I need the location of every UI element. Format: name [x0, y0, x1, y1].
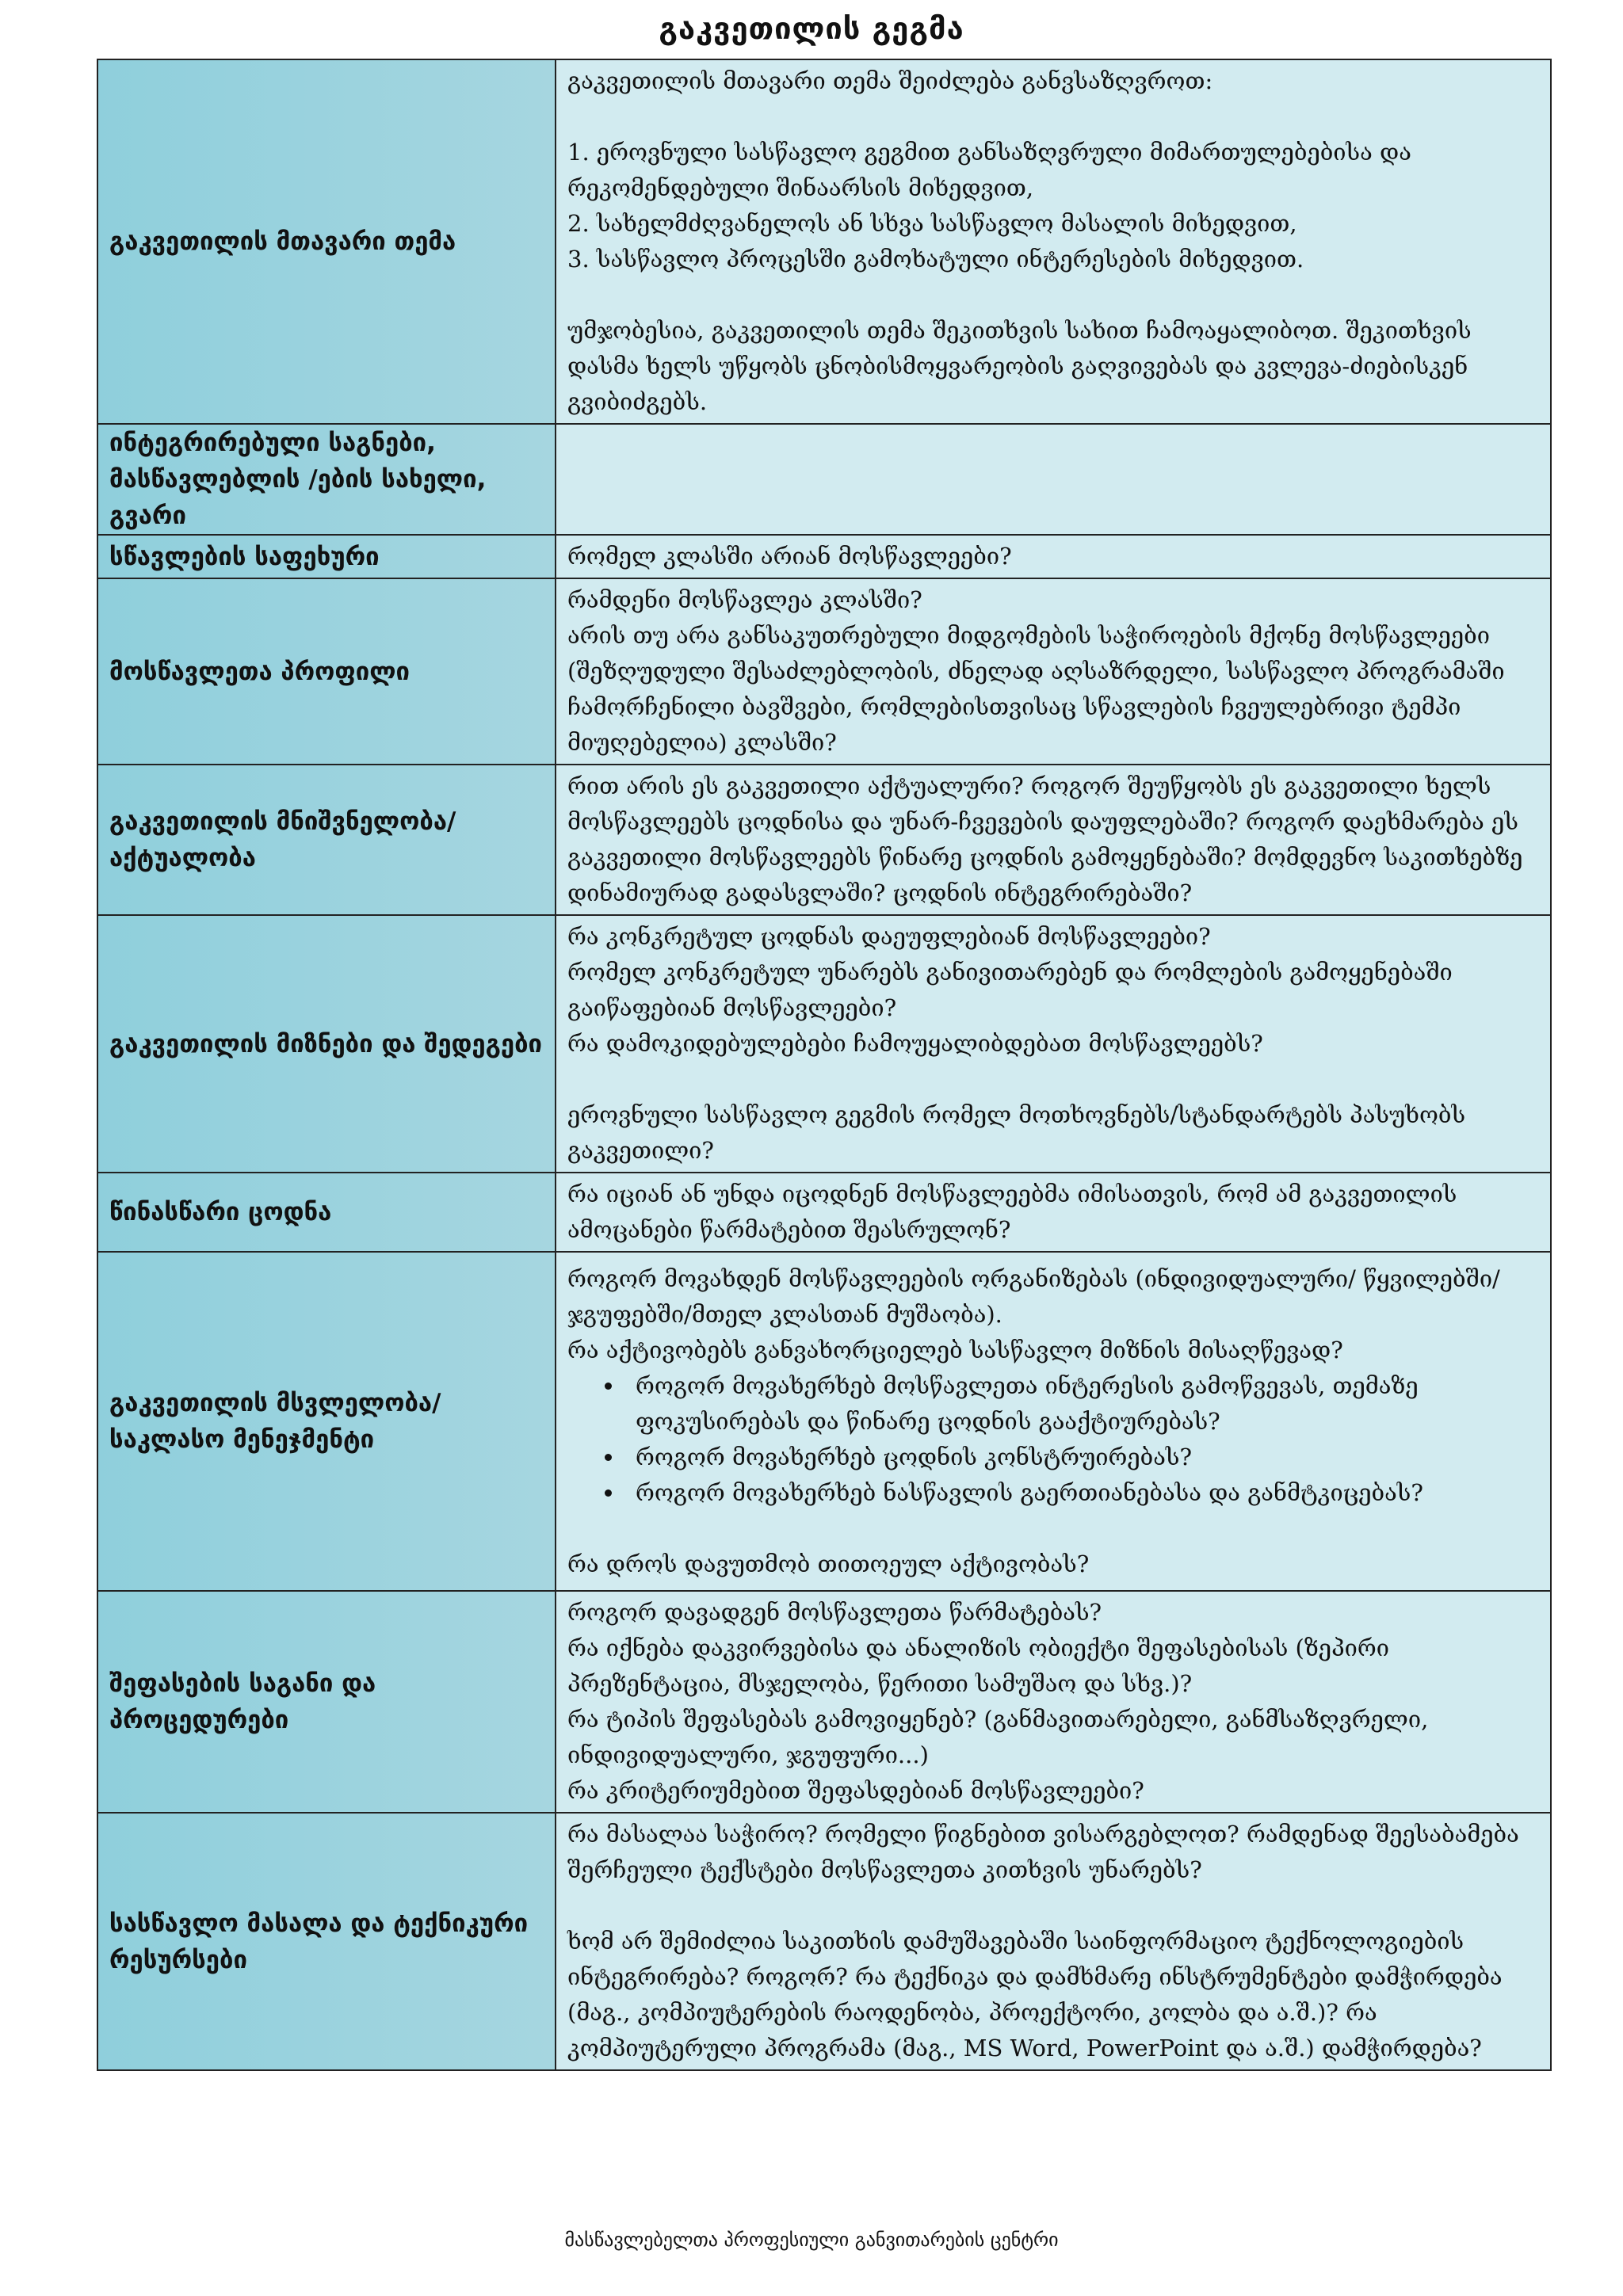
content-line: 1. ეროვნული სასწავლო გეგმით განსაზღვრული მიმართულებებისა და რეკომენდებული შინაარსის მიხედვით,: [567, 139, 1411, 201]
content-line: რამდენი მოსწავლეა კლასში?: [567, 586, 922, 613]
content-line: რა დამოკიდებულებები ჩამოუყალიბდებათ მოსწავლეებს?: [567, 1030, 1263, 1057]
plan-row: [97, 1591, 1551, 1813]
content-line: უმჯობესია, გაკვეთილის თემა შეკითხვის სახით ჩამოაყალიბოთ. შეკითხვის დასმა ხელს უწყობს ცნობისმოყვარეობის გაღვივებას და კვლევა-ძიებისკენ გვიბიძგებს.: [567, 317, 1472, 415]
plan-row: [97, 424, 1551, 535]
row-content: [556, 915, 1551, 1173]
content-line: რა ტიპის შეფასებას გამოვიყენებ? (განმავითარებელი, განმსაზღვრელი, ინდივიდუალური, ჯგუფური...): [567, 1706, 1429, 1768]
blank-line: [567, 1062, 1541, 1097]
content-line: რა კრიტერიუმებით შეფასდებიან მოსწავლეები?: [567, 1777, 1144, 1804]
plan-row: [97, 1813, 1551, 2070]
content-line: გაკვეთილის მთავარი თემა შეიძლება განვსაზღვროთ:: [567, 67, 1213, 94]
page-title: გაკვეთილის გეგმა: [659, 11, 964, 46]
content-line: როგორ დავადგენ მოსწავლეთა წარმატებას?: [567, 1599, 1102, 1626]
row-label: გაკვეთილის მთავარი თემა: [97, 59, 556, 424]
plan-row: [97, 59, 1551, 424]
row-label: სასწავლო მასალა და ტექნიკური რესურსები: [97, 1813, 556, 2070]
content-line: 2. სახელმძღვანელოს ან სხვა სასწავლო მასალის მიხედვით,: [567, 210, 1297, 237]
row-content: [556, 424, 1551, 535]
content-line: რა დროს დავუთმობ თითოეულ აქტივობას?: [567, 1550, 1090, 1577]
content-line: ეროვნული სასწავლო გეგმის რომელ მოთხოვნებს/სტანდარტებს პასუხობს გაკვეთილი?: [567, 1101, 1466, 1164]
row-label: სწავლების საფეხური: [97, 535, 556, 578]
row-label: მოსწავლეთა პროფილი: [97, 578, 556, 765]
content-line: როგორ მოვახდენ მოსწავლეების ორგანიზებას (ინდივიდუალური/ წყვილებში/ ჯგუფებში/მთელ კლასთან მუშაობა).: [567, 1264, 1500, 1328]
blank-line: [567, 99, 1541, 135]
row-content: [556, 1813, 1551, 2070]
row-label: წინასწარი ცოდნა: [97, 1173, 556, 1252]
content-line: 3. სასწავლო პროცესში გამოხატული ინტერესების მიხედვით.: [567, 246, 1304, 273]
bullet-item: • როგორ მოვახერხებ ნასწავლის გაერთიანებასა და განმტკიცებას?: [624, 1475, 1541, 1511]
bullet-list: [567, 1368, 1541, 1511]
plan-row: [97, 915, 1551, 1173]
row-content: [556, 1173, 1551, 1252]
content-line: რა მასალაა საჭირო? რომელი წიგნებით ვისარგებლოთ? რამდენად შეესაბამება შერჩეული ტექსტები მოსწავლეთა კითხვის უნარებს?: [567, 1821, 1519, 1883]
bullet-item: • როგორ მოვახერხებ ცოდნის კონსტრუირებას?: [624, 1440, 1541, 1475]
row-content: [556, 765, 1551, 915]
row-label: გაკვეთილის მიზნები და შედეგები: [97, 915, 556, 1173]
page-footer: მასწავლებელთა პროფესიული განვითარების ცენტრი: [564, 2229, 1059, 2251]
content-line: რომელ კლასში არიან მოსწავლეები?: [567, 543, 1012, 570]
row-label: შეფასების საგანი და პროცედურები: [97, 1591, 556, 1813]
plan-row: [97, 765, 1551, 915]
content-line: რით არის ეს გაკვეთილი აქტუალური? როგორ შეუწყობს ეს გაკვეთილი ხელს მოსწავლეებს ცოდნისა და უნარ-ჩვევების დაუფლებაში? როგორ დაეხმარება ეს გაკვეთილი მოსწავლეებს წინარე ცოდნის გამოყენებაში? მომდევნო საკითხებზე დინამიურად გადასვლაში? ცოდნის ინტეგრირებაში?: [567, 772, 1523, 906]
row-content: [556, 1252, 1551, 1591]
row-label: გაკვეთილის მსვლელობა/საკლასო მენეჯმენტი: [97, 1252, 556, 1591]
content-line: რა აქტივობებს განვახორციელებ სასწავლო მიზნის მისაღწევად?: [567, 1336, 1343, 1363]
lesson-plan-table: [97, 59, 1552, 2071]
row-content: [556, 1591, 1551, 1813]
row-content: [556, 59, 1551, 424]
plan-row: [97, 1252, 1551, 1591]
content-line: ხომ არ შემიძლია საკითხის დამუშავებაში საინფორმაციო ტექნოლოგიების ინტეგრირება? როგორ? რა ტექნიკა და დამხმარე ინსტრუმენტები დამჭირდება (მაგ., კომპიუტერების რაოდენობა, პროექტორი, კოლბა და ა.შ.)? რა კომპიუტერული პროგრამა (მაგ., MS Word, PowerPoint და ა.შ.) დამჭირდება?: [567, 1928, 1503, 2061]
content-line: რა იციან ან უნდა იცოდნენ მოსწავლეებმა იმისათვის, რომ ამ გაკვეთილის ამოცანები წარმატებით შეასრულონ?: [567, 1180, 1457, 1243]
blank-line: [567, 277, 1541, 313]
row-label: ინტეგრირებული საგნები, მასწავლებლის /ების სახელი, გვარი: [97, 424, 556, 535]
content-line: რა კონკრეტულ ცოდნას დაეუფლებიან მოსწავლეები?: [567, 923, 1211, 950]
plan-row: [97, 535, 1551, 578]
plan-row: [97, 1173, 1551, 1252]
blank-line: [567, 1888, 1541, 1924]
blank-line: [567, 1511, 1541, 1547]
bullet-item: • როგორ მოვახერხებ მოსწავლეთა ინტერესის გამოწვევას, თემაზე ფოკუსირებას და წინარე ცოდნის გააქტიურებას?: [624, 1368, 1541, 1440]
plan-row: [97, 578, 1551, 765]
row-content: [556, 535, 1551, 578]
row-content: [556, 578, 1551, 765]
content-line: რა იქნება დაკვირვებისა და ანალიზის ობიექტი შეფასებისას (ზეპირი პრეზენტაცია, მსჯელობა, წერითი სამუშაო და სხვ.)?: [567, 1634, 1389, 1697]
content-line: არის თუ არა განსაკუთრებული მიდგომების საჭიროების მქონე მოსწავლეები (შეზღუდული შესაძლებლობის, ძნელად აღსაზრდელი, სასწავლო პროგრამაში ჩამორჩენილი ბავშვები, რომლებისთვისაც სწავლების ჩვეულებრივი ტემპი მიუღებელია) კლასში?: [567, 622, 1505, 756]
content-line: რომელ კონკრეტულ უნარებს განივითარებენ და რომლების გამოყენებაში გაიწაფებიან მოსწავლეები?: [567, 959, 1453, 1021]
row-label: გაკვეთილის მნიშვნელობა/აქტუალობა: [97, 765, 556, 915]
